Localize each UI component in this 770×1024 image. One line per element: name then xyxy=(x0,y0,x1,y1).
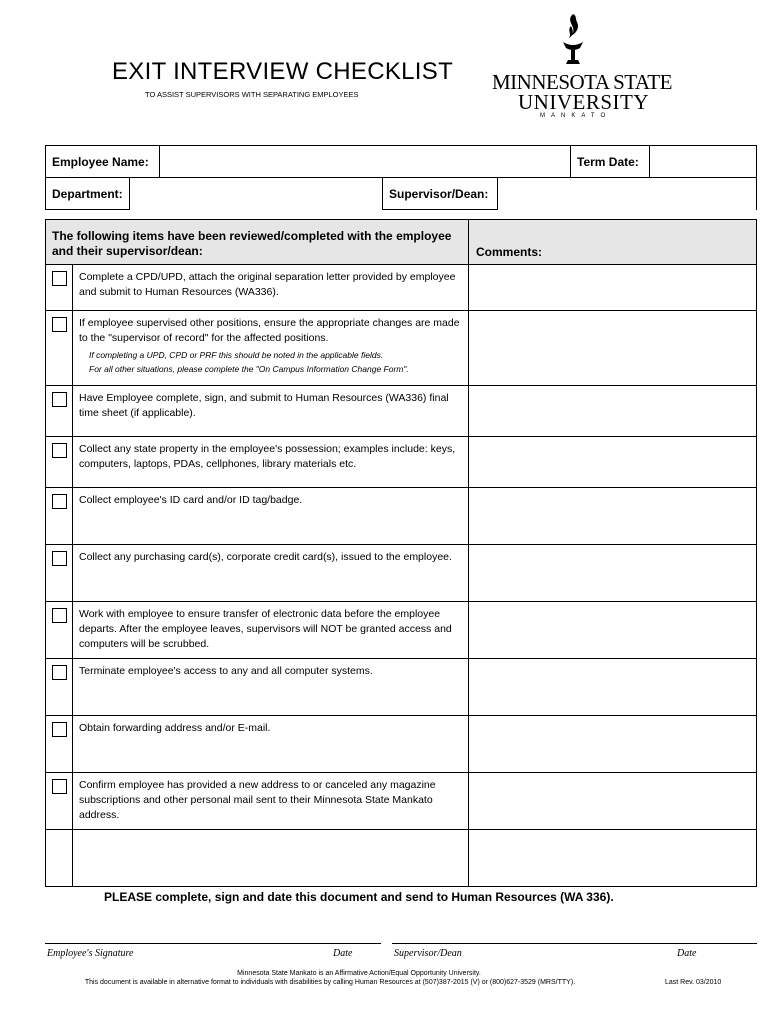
date-label: Date xyxy=(677,948,697,959)
document-subtitle: TO ASSIST SUPERVISORS WITH SEPARATING EMPLOYEES xyxy=(145,90,359,99)
checklist-item-text: Obtain forwarding address and/or E-mail. xyxy=(79,722,271,734)
checklist-table xyxy=(45,219,757,887)
checklist-empty-row xyxy=(46,830,756,886)
comments-column-divider xyxy=(468,220,469,886)
checkbox[interactable] xyxy=(52,443,67,458)
checklist-item xyxy=(46,773,756,830)
supervisor-signature-label: Supervisor/Dean xyxy=(394,948,462,959)
comments-header: Comments: xyxy=(476,245,543,259)
checkbox[interactable] xyxy=(52,317,67,332)
supervisor-label: Supervisor/Dean: xyxy=(383,178,498,210)
checklist-header-text: The following items have been reviewed/completed with the employee and their supervisor/dean: xyxy=(52,229,452,258)
checkbox[interactable] xyxy=(52,608,67,623)
department-field[interactable] xyxy=(130,178,383,210)
checklist-header xyxy=(46,220,756,265)
checkbox[interactable] xyxy=(52,722,67,737)
term-date-label: Term Date: xyxy=(571,146,650,177)
university-logo xyxy=(488,12,672,120)
checklist-item-text: Work with employee to ensure transfer of electronic data before the employee departs. After the employee leaves, supervisors will NOT be granted access and computers will be scrubbed. xyxy=(79,608,452,650)
employee-info-table xyxy=(45,145,757,210)
employee-signature-label: Employee's Signature xyxy=(47,948,134,959)
logo-line-1: MINNESOTA STATE xyxy=(492,70,672,94)
checklist-item-note: If completing a UPD, CPD or PRF this should be noted in the applicable fields. xyxy=(89,350,384,360)
checklist-item xyxy=(46,437,756,488)
checkbox[interactable] xyxy=(52,271,67,286)
checklist-item-text: Have Employee complete, sign, and submit to Human Resources (WA336) final time sheet (if applicable). xyxy=(79,392,449,419)
logo-line-2: UNIVERSITY xyxy=(518,90,649,114)
checklist-item-text: Collect any purchasing card(s), corporate credit card(s), issued to the employee. xyxy=(79,551,452,563)
checklist-item xyxy=(46,602,756,659)
date-label: Date xyxy=(333,948,353,959)
checklist-item-text: Terminate employee's access to any and all computer systems. xyxy=(79,665,373,677)
checklist-item xyxy=(46,386,756,437)
checkbox[interactable] xyxy=(52,665,67,680)
checklist-item-text: If employee supervised other positions, ensure the appropriate changes are made to the "supervisor of record" for the affected positions. xyxy=(79,317,460,344)
revision-date: Last Rev. 03/2010 xyxy=(665,979,722,986)
term-date-field[interactable] xyxy=(650,146,756,177)
info-row-2 xyxy=(46,178,756,210)
checklist-item xyxy=(46,488,756,545)
checkbox[interactable] xyxy=(52,551,67,566)
alt-format-statement: This document is available in alternative format to individuals with disabilities by calling Human Resources at (507)387-2015 (V) or (800)627-3529 (MRS/TTY). xyxy=(84,979,576,986)
logo-line-3: MANKATO xyxy=(540,113,612,119)
supervisor-field[interactable] xyxy=(498,178,756,210)
checklist-item-text: Confirm employee has provided a new address to or canceled any magazine subscriptions and other personal mail sent to their Minnesota State Mankato address. xyxy=(79,779,436,821)
checklist-item xyxy=(46,265,756,311)
torch-icon xyxy=(558,12,588,68)
checklist-item-note: For all other situations, please complete the "On Campus Information Change Form". xyxy=(89,364,409,374)
checklist-item xyxy=(46,659,756,716)
checkbox[interactable] xyxy=(52,779,67,794)
department-label: Department: xyxy=(46,178,130,210)
info-row-1 xyxy=(46,146,756,178)
checklist-item-text: Collect any state property in the employee's possession; examples include: keys, computers, laptops, PDAs, cellphones, library materials etc. xyxy=(79,443,456,470)
checklist-item xyxy=(46,311,756,386)
checklist-item xyxy=(46,545,756,602)
supervisor-signature-line[interactable] xyxy=(392,943,757,944)
employee-name-field[interactable] xyxy=(160,146,571,177)
checkbox[interactable] xyxy=(52,392,67,407)
employee-name-label: Employee Name: xyxy=(46,146,160,177)
checkbox-column-divider xyxy=(72,265,73,886)
checklist-item xyxy=(46,716,756,773)
document-title: EXIT INTERVIEW CHECKLIST xyxy=(112,58,454,85)
checklist-item-text: Complete a CPD/UPD, attach the original separation letter provided by employee and submit to Human Resources (WA336). xyxy=(79,271,456,298)
checklist-item-text: Collect employee's ID card and/or ID tag/badge. xyxy=(79,494,303,506)
checkbox[interactable] xyxy=(52,494,67,509)
employee-signature-line[interactable] xyxy=(45,943,381,944)
eo-statement: Minnesota State Mankato is an Affirmative Action/Equal Opportunity University. xyxy=(237,970,481,977)
instruction-text: PLEASE complete, sign and date this document and send to Human Resources (WA 336). xyxy=(104,890,614,904)
